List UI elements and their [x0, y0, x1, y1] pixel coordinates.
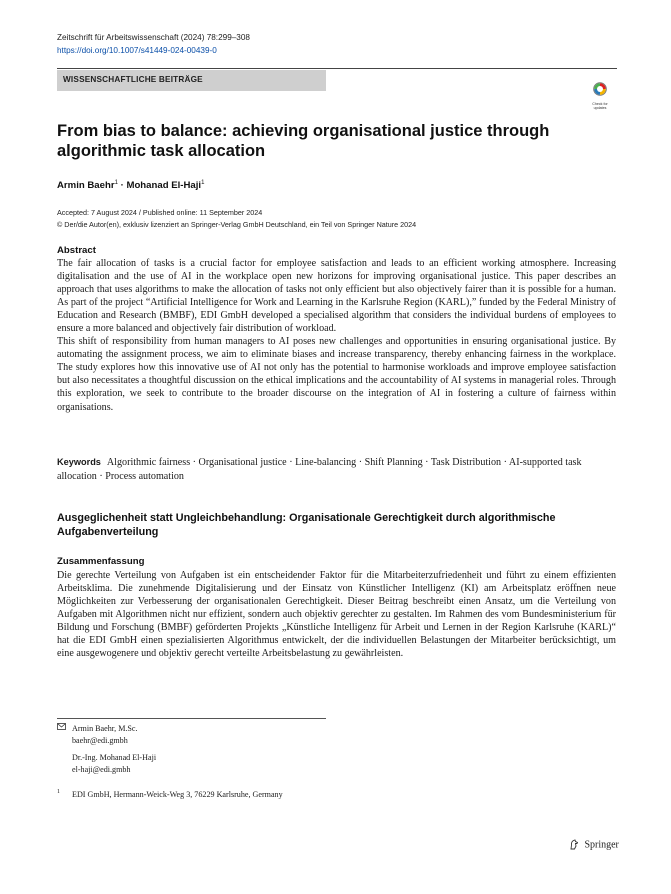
author-name[interactable]: Mohanad El-Haji — [126, 180, 202, 192]
keywords-heading: Keywords — [57, 457, 101, 467]
abstract-body — [57, 257, 616, 414]
section-label: WISSENSCHAFTLICHE BEITRÄGE — [63, 75, 203, 84]
zusammenfassung-heading: Zusammenfassung — [57, 556, 145, 567]
doi-link[interactable]: https://doi.org/10.1007/s41449-024-00439-0 — [57, 46, 217, 55]
copyright-notice: © Der/die Autor(en), exklusiv lizenziert an Springer-Verlag GmbH Deutschland, ein Teil von Springer Nature 2024 — [57, 220, 417, 229]
german-title: Ausgeglichenheit statt Ungleichbehandlung: Organisationale Gerechtigkeit durch algorithmische Aufgabenverteilung — [57, 512, 556, 538]
publisher-name: Springer — [584, 839, 619, 851]
zusammenfassung-body: Die gerechte Verteilung von Aufgaben ist ein entscheidender Faktor für die Mitarbeiterzufriedenheit und führt zu einem effizienten Arbeitsklima. Die zunehmende Digitalisierung und der Einsatz von Künstlicher Intelligenz (KI) am Arbeitsplatz eröffnen neue Möglichkeiten zur Verbesserung der organisationalen Gerechtigkeit. Dieser Beitrag beschreibt einen Ansatz, um die Verteilung von Aufgaben mit Algorithmen nicht nur effizient, sondern auch objektiv gerechter zu gestalten. Im Rahmen des vom Bundesministerium für Bildung und Forschung (BMBF) geförderten Projekts „Künstliche Intelligenz für Arbeit und Lernen in der Region Karlsruhe (KARL)“ hat die EDI GmbH einen spezialisierten Algorithmus entwickelt, der die individuellen Belastungen der Mitarbeiter berücksichtigt, um eine ausgewogenere und objektiv gerecht verteilte Arbeitsbelastung zu gewährleisten. — [57, 570, 616, 660]
affiliation-marker: 1 — [201, 180, 205, 186]
contact-name: Dr.-Ing. Mohanad El-Haji — [72, 753, 157, 762]
contact-email[interactable]: baehr@edi.gmbh — [72, 735, 128, 745]
header-rule — [57, 68, 617, 69]
crossmark-label: Check for updates — [592, 102, 608, 110]
article-title: From bias to balance: achieving organisational justice through algorithmic task allocation — [57, 122, 550, 160]
affiliation-number: 1 — [57, 789, 60, 795]
contact-author — [72, 752, 156, 775]
abstract-paragraph: This shift of responsibility from human managers to AI poses new challenges and opportunities in ensuring organisational justice. By automating the assignment process, we aim to eliminate biases and increase transparency, thereby enhancing fairness in the workplace. The study explores how this innovative use of AI not only has the potential to harmonise workloads and improve employee satisfaction but also necessitates a thoughtful discussion on the ethical implications and the accountability of AI systems in managerial roles. Through this exploration, we seek to contribute to the broader discourse on the integration of AI in fostering a culture of fairness within organisations. — [57, 336, 616, 413]
springer-horse-icon — [569, 839, 580, 850]
envelope-icon — [57, 723, 66, 730]
affiliation-marker: 1 — [114, 180, 118, 186]
author-name[interactable]: Armin Baehr — [57, 180, 115, 192]
springer-logo — [569, 836, 619, 854]
crossmark-icon — [593, 82, 607, 96]
keywords — [57, 456, 617, 483]
publication-dates: Accepted: 7 August 2024 / Published online: 11 September 2024 — [57, 208, 263, 217]
abstract-heading: Abstract — [57, 245, 96, 256]
abstract-paragraph: The fair allocation of tasks is a crucial factor for employee satisfaction and leads to an efficient working atmosphere. Increasing digitalisation and the use of AI in the workplace open new horizons for improving organisational justice. This paper describes an approach that uses algorithms to make the allocation of tasks not only efficient but also objectively fairer than it is possible for a human. As part of the project “Artificial Intelligence for Work and Learning in the Karlsruhe Region (KARL),” funded by the Federal Ministry of Education and Research (BMBF), EDI GmbH developed a specialised algorithm that considers the individual burdens of employees to ensure a more balanced and objectively fair distribution of workload. — [57, 258, 616, 335]
footnote-rule — [57, 718, 326, 719]
check-for-updates-badge[interactable] — [588, 82, 612, 110]
contact-email[interactable]: el-haji@edi.gmbh — [72, 764, 131, 774]
contact-name: Armin Baehr, M.Sc. — [72, 724, 138, 733]
author-list — [57, 180, 204, 191]
author-separator: · — [117, 180, 127, 192]
journal-citation: Zeitschrift für Arbeitswissenschaft (2024) 78:299–308 — [57, 33, 250, 42]
keywords-list: Algorithmic fairness · Organisational justice · Line-balancing · Shift Planning · Task Distribution · AI-supported task allocation · Process automation — [57, 457, 582, 482]
affiliation-address: EDI GmbH, Hermann-Weick-Weg 3, 76229 Karlsruhe, Germany — [72, 790, 283, 799]
contact-author — [72, 723, 138, 746]
